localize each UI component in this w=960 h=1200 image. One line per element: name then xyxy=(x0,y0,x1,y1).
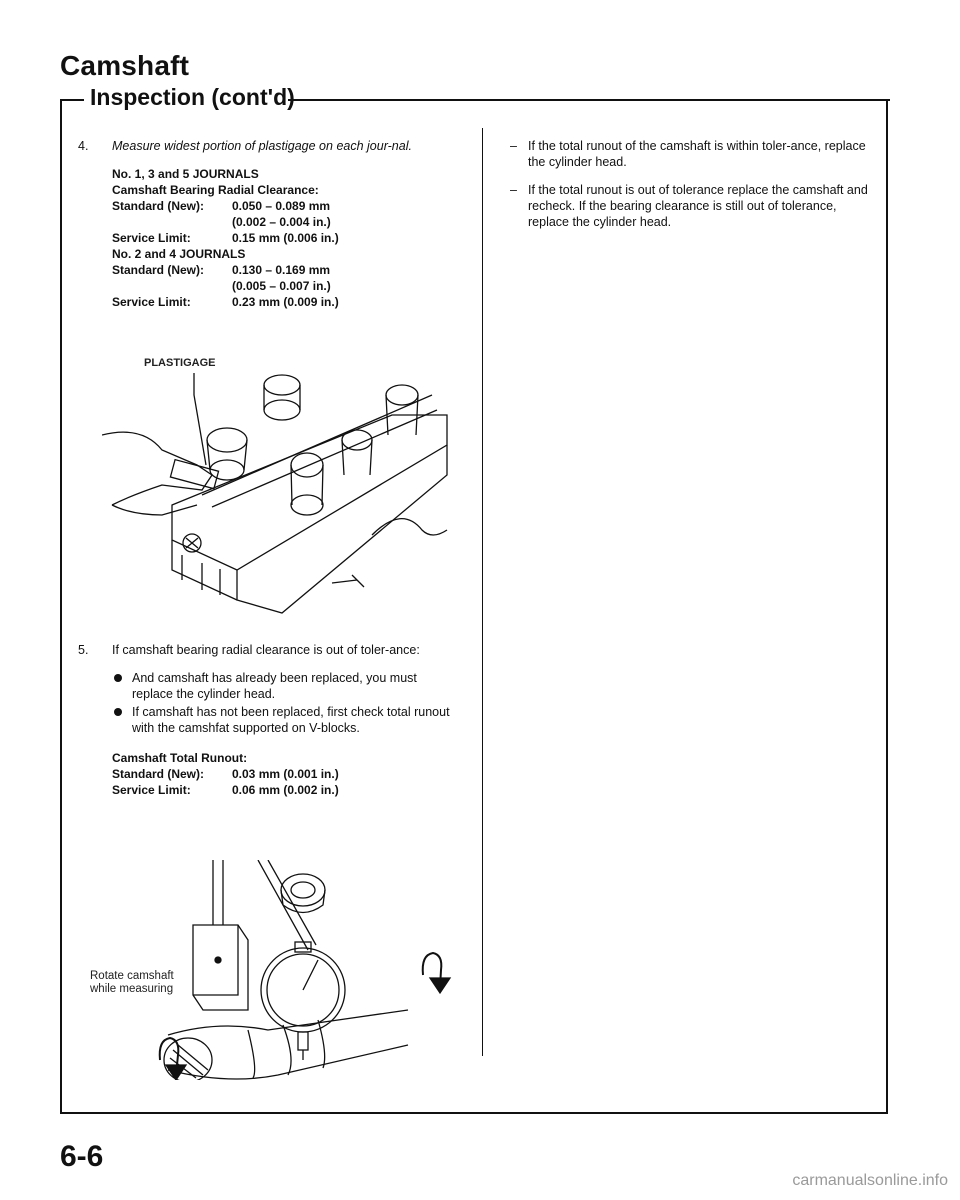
spec-value: 0.23 mm (0.009 in.) xyxy=(232,295,339,309)
spec-row xyxy=(112,198,460,214)
runout-illustration xyxy=(78,860,468,1080)
column-divider xyxy=(482,128,483,1056)
dash-marker: – xyxy=(510,139,517,153)
spec-row xyxy=(112,782,460,798)
bullet-icon xyxy=(114,674,122,682)
spec-value: 0.050 – 0.089 mm xyxy=(232,199,331,213)
right-column xyxy=(510,138,870,242)
spec-label: Service Limit: xyxy=(112,231,191,245)
spec-total-runout xyxy=(112,750,460,798)
watermark: carmanualsonline.info xyxy=(792,1172,948,1189)
dial-indicator-drawing xyxy=(78,860,468,1080)
bullet-text: And camshaft has already been replaced, you must replace the cylinder head. xyxy=(132,671,417,701)
bullet-item xyxy=(112,670,460,702)
step-text: Measure widest portion of plastigage on each jour-nal. xyxy=(112,139,412,153)
spec-value: 0.03 mm (0.001 in.) xyxy=(232,767,339,781)
plastigage-illustration xyxy=(102,355,462,615)
spec-row xyxy=(112,766,460,782)
step-5 xyxy=(78,642,460,798)
note-text: If the total runout is out of tolerance replace the camshaft and recheck. If the bearing clearance is still out of tolerance, replace the cylinder head. xyxy=(528,183,868,229)
spec-heading: Camshaft Total Runout: xyxy=(112,751,248,765)
spec-value-inch: (0.002 – 0.004 in.) xyxy=(232,215,331,229)
spec-heading: Camshaft Bearing Radial Clearance: xyxy=(112,183,319,197)
page-number: 6-6 xyxy=(60,1140,104,1173)
spec-value: 0.130 – 0.169 mm xyxy=(232,263,331,277)
spec-row xyxy=(112,230,460,246)
dash-marker: – xyxy=(510,183,517,197)
spec-row xyxy=(112,294,460,310)
spec-label: Standard (New): xyxy=(112,199,205,213)
spec-label: Service Limit: xyxy=(112,783,191,797)
step-number: 4. xyxy=(78,139,89,153)
figure-label-plastigage: PLASTIGAGE xyxy=(144,357,216,369)
section-title: Inspection (cont'd) xyxy=(90,84,295,110)
spec-value: 0.06 mm (0.002 in.) xyxy=(232,783,339,797)
spec-label: Service Limit: xyxy=(112,295,191,309)
page-title: Camshaft xyxy=(60,50,190,81)
spec-group-label: No. 1, 3 and 5 JOURNALS xyxy=(112,167,259,181)
figure-label-line: while measuring xyxy=(90,983,174,995)
step-number: 5. xyxy=(78,643,89,657)
spec-row xyxy=(112,262,460,278)
bullet-icon xyxy=(114,708,122,716)
spec-value-inch: (0.005 – 0.007 in.) xyxy=(232,279,331,293)
left-column-lower xyxy=(78,642,460,798)
bullet-text: If camshaft has not been replaced, first check total runout with the camshfat supported on V-blocks. xyxy=(132,705,450,735)
note-text: If the total runout of the camshaft is within toler-ance, replace the cylinder head. xyxy=(528,139,866,169)
step-4 xyxy=(78,138,460,310)
note-item xyxy=(510,138,870,170)
step-text: If camshaft bearing radial clearance is out of toler-ance: xyxy=(112,643,420,657)
note-item xyxy=(510,182,870,230)
bullet-list xyxy=(112,670,460,736)
figure-label-line: Rotate camshaft xyxy=(90,970,174,982)
left-column xyxy=(78,138,460,310)
spec-label: Standard (New): xyxy=(112,263,205,277)
cylinder-head-drawing xyxy=(102,355,462,615)
spec-group-label: No. 2 and 4 JOURNALS xyxy=(112,247,246,261)
spec-label: Standard (New): xyxy=(112,767,205,781)
bullet-item xyxy=(112,704,460,736)
spec-journal-clearance xyxy=(112,166,460,310)
spec-value: 0.15 mm (0.006 in.) xyxy=(232,231,339,245)
